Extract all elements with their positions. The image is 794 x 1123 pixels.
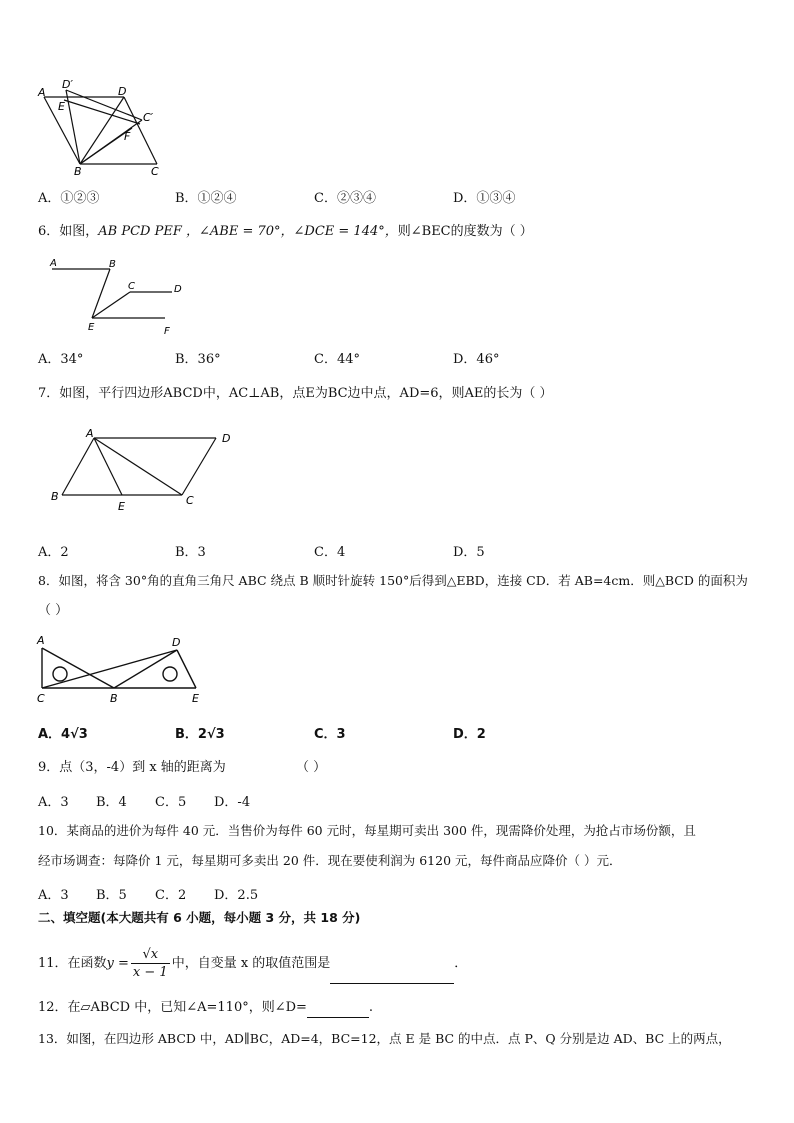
q11-func-y: y =	[106, 956, 129, 971]
q6-label-E: E	[88, 322, 95, 333]
q6-choice-c[interactable]: C．44°	[314, 352, 360, 367]
q5-label-D: D	[118, 85, 127, 98]
q12-end: .	[368, 1000, 374, 1015]
q8-choice-a[interactable]: A．4√3	[38, 727, 88, 742]
q11-answer-blank[interactable]	[330, 969, 454, 984]
q7-label-C: C	[186, 494, 194, 507]
q5-label-Dp: D′	[62, 78, 73, 91]
q9-stem-text: 9．点（3，-4）到 x 轴的距离为	[38, 760, 226, 775]
q5-label-B: B	[74, 165, 82, 178]
q6-choice-a[interactable]: A．34°	[38, 352, 84, 367]
q6-figure	[44, 254, 204, 338]
q7-stem: 7．如图，平行四边形ABCD中，AC⊥AB，点E为BC边中点，AD=6，则AE的长为（ ）	[38, 386, 553, 401]
q8-label-E: E	[192, 692, 199, 705]
q5-label-C: C	[151, 165, 159, 178]
q5-label-A: A	[38, 86, 46, 99]
q12-prefix: 12．在▱ABCD 中，已知∠A=110°，则∠D=	[38, 1000, 307, 1015]
q8-label-C: C	[37, 692, 45, 705]
q8-label-D: D	[172, 636, 181, 649]
q7-label-B: B	[51, 490, 59, 503]
q6-choice-d[interactable]: D．46°	[453, 352, 500, 367]
q7-choice-d[interactable]: D．5	[453, 545, 485, 560]
q10-choice-a[interactable]: A．3	[38, 888, 69, 903]
q10-choice-c[interactable]: C．2	[155, 888, 187, 903]
q11-fraction	[131, 946, 170, 981]
q7-label-D: D	[222, 432, 231, 445]
q9-choice-b[interactable]: B．4	[96, 795, 127, 810]
q13-stem: 13．如图，在四边形 ABCD 中，AD∥BC，AD=4，BC=12，点 E 是 BC 的中点．点 P、Q 分别是边 AD、BC 上的两点，	[38, 1031, 731, 1046]
q5-label-F: F	[124, 130, 131, 143]
q8-stem-line2: （ ）	[38, 603, 69, 618]
q11-suffix: 中，自变量 x 的取值范围是	[171, 956, 331, 971]
q7-choice-b[interactable]: B．3	[175, 545, 206, 560]
q7-label-A: A	[86, 427, 94, 440]
section-2-title: 二、填空题(本大题共有 6 小题，每小题 3 分，共 18 分)	[38, 910, 361, 925]
q8-choice-c[interactable]: C．3	[314, 727, 346, 742]
q9-choice-c[interactable]: C．5	[155, 795, 187, 810]
q5-label-E: E	[58, 100, 65, 113]
q11-denominator: x − 1	[132, 965, 168, 980]
q11-numerator: √x	[131, 946, 170, 964]
q6-stem-suffix: 则∠BEC的度数为（ ）	[397, 224, 533, 239]
q12-stem	[38, 998, 756, 1018]
q5-choice-b[interactable]: B．①②④	[175, 191, 237, 206]
q7-choice-c[interactable]: C．4	[314, 545, 346, 560]
q6-label-A: A	[50, 258, 57, 269]
q5-figure	[36, 78, 166, 178]
q6-choice-b[interactable]: B．36°	[175, 352, 221, 367]
q10-choice-d[interactable]: D．2.5	[214, 888, 259, 903]
q8-figure	[34, 630, 206, 706]
q10-stem-line2: 经市场调查：每降价 1 元，每星期可多卖出 20 件．现在要使利润为 6120 元，每件商品应降价（ ）元．	[38, 853, 622, 868]
q5-label-Cp: C′	[143, 111, 154, 124]
q6-label-D: D	[174, 284, 182, 295]
q9-answer-paren: （ ）	[296, 760, 327, 775]
q7-figure	[48, 426, 248, 514]
q9-choice-d[interactable]: D．-4	[214, 795, 251, 810]
q8-choice-b[interactable]: B．2√3	[175, 727, 225, 742]
q6-label-B: B	[109, 259, 116, 270]
q6-label-C: C	[128, 281, 135, 292]
q9-stem	[38, 758, 756, 778]
q11-stem	[38, 944, 756, 984]
q8-label-A: A	[37, 634, 45, 647]
q7-label-E: E	[118, 500, 125, 513]
q8-choice-d[interactable]: D．2	[453, 727, 486, 742]
q6-stem-prefix: 6．如图，	[38, 224, 99, 239]
q5-choice-a[interactable]: A．①②③	[38, 191, 100, 206]
q6-stem-math: AB PCD PEF ，∠ABE = 70°，∠DCE = 144°，	[98, 224, 398, 239]
q6-label-F: F	[164, 326, 170, 337]
q10-choice-b[interactable]: B．5	[96, 888, 127, 903]
q5-choice-c[interactable]: C．②③④	[314, 191, 376, 206]
q6-stem	[38, 222, 756, 242]
q7-choice-a[interactable]: A．2	[38, 545, 69, 560]
q11-end: ．	[454, 956, 468, 971]
q9-choice-a[interactable]: A．3	[38, 795, 69, 810]
q11-prefix: 11．在函数	[38, 956, 107, 971]
q12-answer-blank[interactable]	[307, 1003, 369, 1018]
q8-label-B: B	[110, 692, 118, 705]
q5-choice-d[interactable]: D．①③④	[453, 191, 516, 206]
q10-stem-line1: 10．某商品的进价为每件 40 元．当售价为每件 60 元时，每星期可卖出 300 件，现需降价处理，为抢占市场份额，且	[38, 823, 696, 838]
q8-stem-line1: 8．如图，将含 30°角的直角三角尺 ABC 绕点 B 顺时针旋转 150°后得到△EBD，连接 CD．若 AB=4cm．则△BCD 的面积为	[38, 573, 748, 588]
